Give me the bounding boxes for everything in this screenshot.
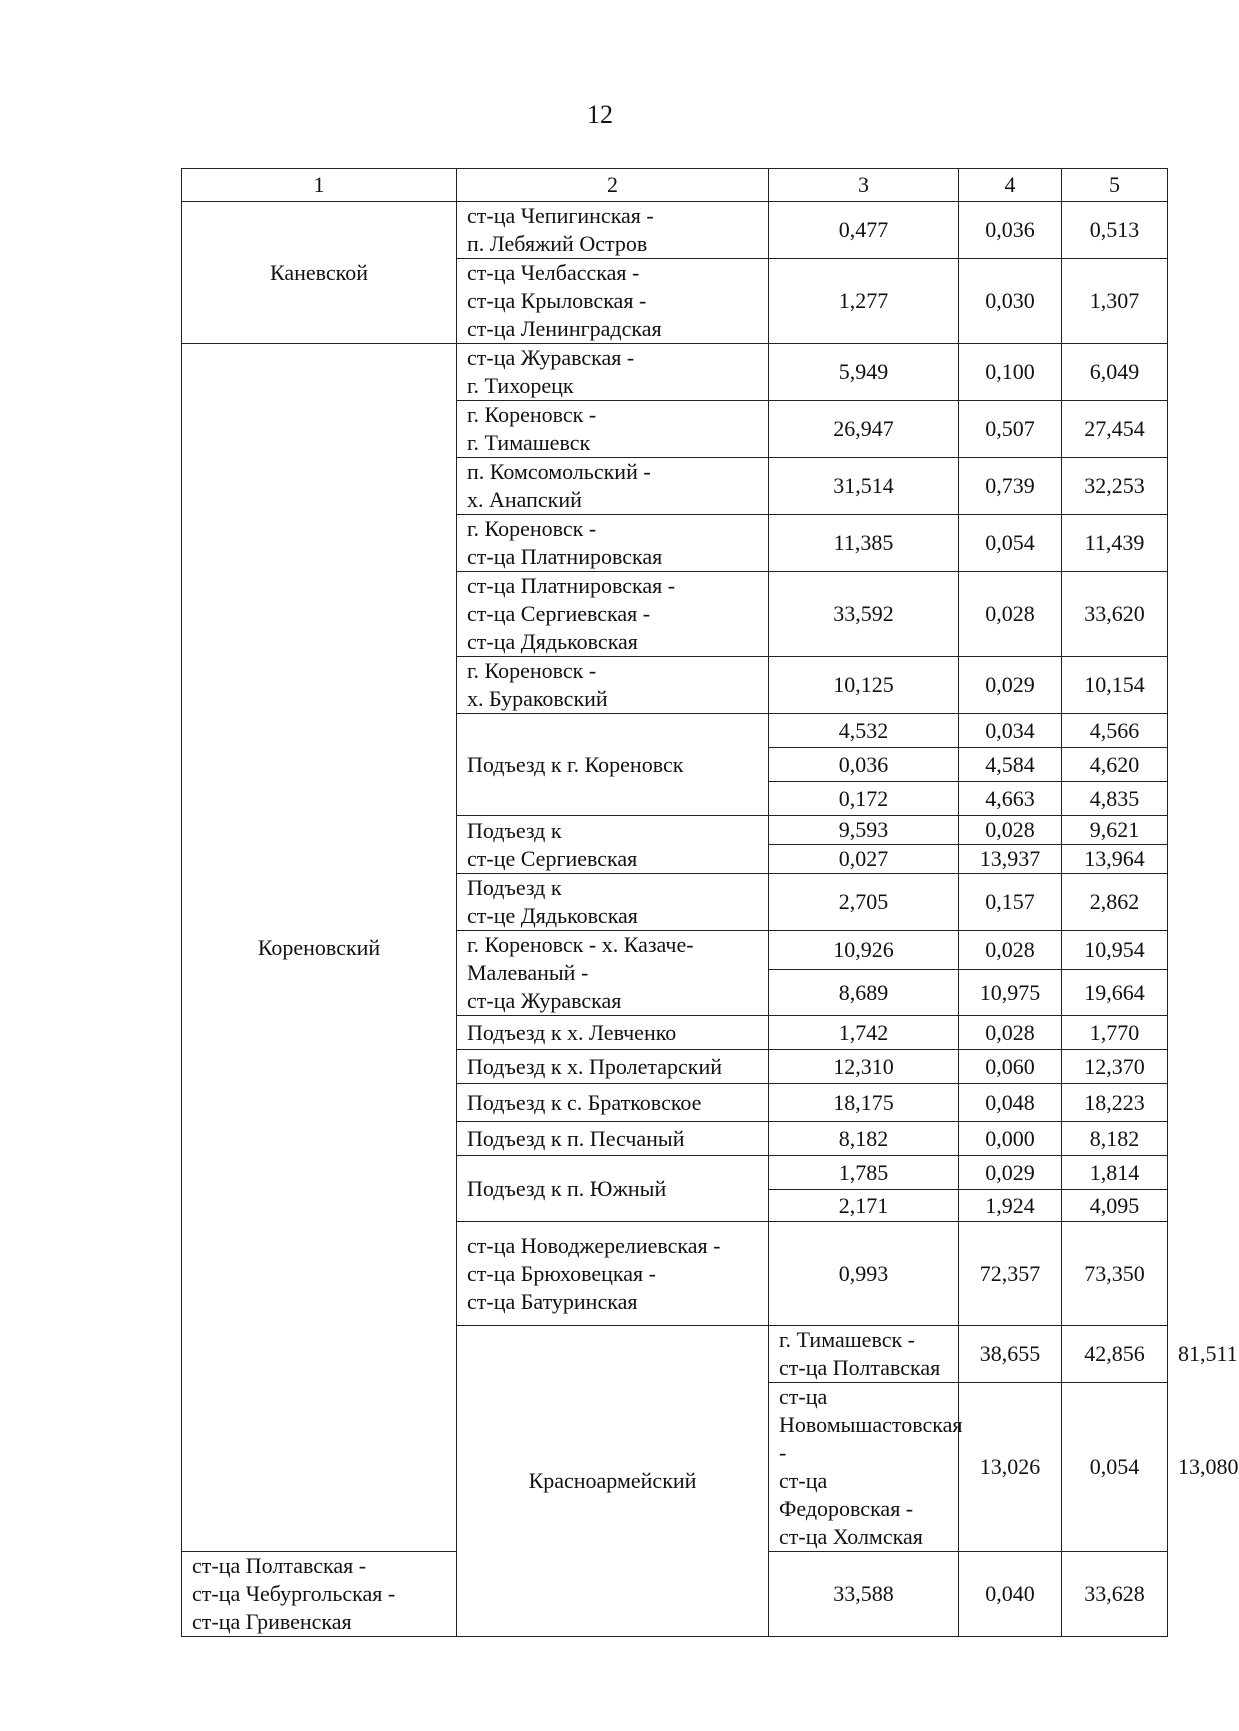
length-value-col3: 26,947	[769, 401, 959, 458]
length-value-col4: 0,054	[959, 515, 1062, 572]
district-cell: Красноармейский	[457, 1326, 769, 1637]
length-value-col4: 10,975	[959, 970, 1062, 1016]
length-value-col4: 0,036	[959, 202, 1062, 259]
length-value-col4: 0,029	[959, 1156, 1062, 1190]
length-value-col4: 0,100	[959, 344, 1062, 401]
road-section-cell: Подъезд к ст-це Дядьковская	[457, 874, 769, 931]
length-value-col3: 2,705	[769, 874, 959, 931]
length-value-col3: 0,993	[769, 1222, 959, 1326]
length-value-col3: 4,532	[769, 714, 959, 748]
length-value-col5: 4,566	[1062, 714, 1168, 748]
road-section-cell: г. Кореновск - х. Бураковский	[457, 657, 769, 714]
length-value-col4: 0,028	[959, 572, 1062, 657]
length-value-col4: 0,054	[1062, 1383, 1168, 1552]
road-section-cell: ст-ца Новоджерелиевская - ст-ца Брюховецкая - ст-ца Батуринская	[457, 1222, 769, 1326]
length-value-col4: 0,030	[959, 259, 1062, 344]
length-value-col4: 0,000	[959, 1122, 1062, 1156]
length-value-col5: 33,628	[1062, 1552, 1168, 1637]
length-value-col4: 0,040	[959, 1552, 1062, 1637]
length-value-col4: 0,060	[959, 1050, 1062, 1084]
road-section-cell: ст-ца Журавская - г. Тихорецк	[457, 344, 769, 401]
length-value-col5: 18,223	[1062, 1084, 1168, 1122]
length-value-col5: 1,770	[1062, 1016, 1168, 1050]
length-value-col5: 4,835	[1062, 782, 1168, 816]
length-value-col3: 31,514	[769, 458, 959, 515]
length-value-col5: 11,439	[1062, 515, 1168, 572]
length-value-col4: 0,028	[959, 1016, 1062, 1050]
length-value-col3: 11,385	[769, 515, 959, 572]
length-value-col5: 0,513	[1062, 202, 1168, 259]
length-value-col4: 13,937	[959, 845, 1062, 874]
road-section-cell: Подъезд к х. Пролетарский	[457, 1050, 769, 1084]
length-value-col5: 73,350	[1062, 1222, 1168, 1326]
length-value-col5: 4,095	[1062, 1190, 1168, 1222]
length-value-col3: 10,125	[769, 657, 959, 714]
road-section-cell: ст-ца Челбасская - ст-ца Крыловская - ст-ца Ленинградская	[457, 259, 769, 344]
table-row	[182, 202, 1168, 259]
length-value-col4: 0,029	[959, 657, 1062, 714]
length-value-col3: 1,785	[769, 1156, 959, 1190]
length-value-col3: 5,949	[769, 344, 959, 401]
length-value-col5: 9,621	[1062, 816, 1168, 845]
district-cell: Кореновский	[182, 344, 457, 1552]
length-value-col4: 0,157	[959, 874, 1062, 931]
length-value-col5: 4,620	[1062, 748, 1168, 782]
road-section-cell: Подъезд к с. Братковское	[457, 1084, 769, 1122]
length-value-col4: 4,584	[959, 748, 1062, 782]
district-cell: Каневской	[182, 202, 457, 344]
length-value-col3: 2,171	[769, 1190, 959, 1222]
length-value-col3: 12,310	[769, 1050, 959, 1084]
length-value-col4: 0,739	[959, 458, 1062, 515]
length-value-col5: 6,049	[1062, 344, 1168, 401]
length-value-col4: 1,924	[959, 1190, 1062, 1222]
road-section-cell: г. Кореновск - г. Тимашевск	[457, 401, 769, 458]
length-value-col4: 4,663	[959, 782, 1062, 816]
road-section-cell: ст-ца Чепигинская - п. Лебяжий Остров	[457, 202, 769, 259]
length-value-col4: 42,856	[1062, 1326, 1168, 1383]
length-value-col3: 8,689	[769, 970, 959, 1016]
length-value-col3: 1,277	[769, 259, 959, 344]
column-header: 2	[457, 169, 769, 202]
length-value-col3: 9,593	[769, 816, 959, 845]
length-value-col5: 12,370	[1062, 1050, 1168, 1084]
table-row: Красноармейский г. Тимашевск - ст-ца Полтавская 38,655 42,856 81,511	[182, 1326, 1168, 1383]
length-value-col3: 0,172	[769, 782, 959, 816]
length-value-col3: 1,742	[769, 1016, 959, 1050]
length-value-col5: 1,307	[1062, 259, 1168, 344]
length-value-col5: 10,954	[1062, 931, 1168, 970]
road-section-cell: ст-ца Новомышастовская - ст-ца Федоровская - ст-ца Холмская	[769, 1383, 959, 1552]
length-value-col4: 0,048	[959, 1084, 1062, 1122]
column-header: 3	[769, 169, 959, 202]
length-value-col5: 19,664	[1062, 970, 1168, 1016]
length-value-col5: 13,964	[1062, 845, 1168, 874]
length-value-col5: 2,862	[1062, 874, 1168, 931]
length-value-col3: 10,926	[769, 931, 959, 970]
length-value-col4: 72,357	[959, 1222, 1062, 1326]
road-section-cell: г. Тимашевск - ст-ца Полтавская	[769, 1326, 959, 1383]
column-header: 4	[959, 169, 1062, 202]
road-sections-table	[181, 168, 1239, 1637]
road-section-cell: п. Комсомольский - х. Анапский	[457, 458, 769, 515]
length-value-col3: 38,655	[959, 1326, 1062, 1383]
road-section-cell: ст-ца Платнировская - ст-ца Сергиевская - ст-ца Дядьковская	[457, 572, 769, 657]
length-value-col3: 0,036	[769, 748, 959, 782]
length-value-col3: 8,182	[769, 1122, 959, 1156]
length-value-col4: 0,028	[959, 931, 1062, 970]
road-section-cell: Подъезд к п. Южный	[457, 1156, 769, 1222]
road-section-cell: г. Кореновск - х. Казаче- Малеваный - ст-ца Журавская	[457, 931, 769, 1016]
table-row	[182, 344, 1168, 401]
length-value-col3: 0,477	[769, 202, 959, 259]
length-value-col4: 0,507	[959, 401, 1062, 458]
length-value-col3: 18,175	[769, 1084, 959, 1122]
length-value-col5: 10,154	[1062, 657, 1168, 714]
road-section-cell: г. Кореновск - ст-ца Платнировская	[457, 515, 769, 572]
road-section-cell: Подъезд к х. Левченко	[457, 1016, 769, 1050]
column-header: 1	[182, 169, 457, 202]
length-value-col5: 32,253	[1062, 458, 1168, 515]
table-row: ст-ца Новомышастовская - ст-ца Федоровская - ст-ца Холмская 13,026 0,054 13,080	[182, 1383, 1168, 1552]
length-value-col4: 0,034	[959, 714, 1062, 748]
road-section-cell: ст-ца Полтавская - ст-ца Чебургольская - ст-ца Гривенская	[182, 1552, 457, 1637]
page-number: 12	[587, 100, 613, 129]
length-value-col5: 8,182	[1062, 1122, 1168, 1156]
column-header: 5	[1062, 169, 1168, 202]
road-section-cell: Подъезд к г. Кореновск	[457, 714, 769, 816]
length-value-col5: 27,454	[1062, 401, 1168, 458]
length-value-col5: 33,620	[1062, 572, 1168, 657]
road-section-cell: Подъезд к п. Песчаный	[457, 1122, 769, 1156]
length-value-col3: 0,027	[769, 845, 959, 874]
length-value-col3: 13,026	[959, 1383, 1062, 1552]
length-value-col3: 33,588	[769, 1552, 959, 1637]
length-value-col5: 1,814	[1062, 1156, 1168, 1190]
length-value-col3: 33,592	[769, 572, 959, 657]
header-row	[182, 169, 1168, 202]
length-value-col4: 0,028	[959, 816, 1062, 845]
road-section-cell: Подъезд к ст-це Сергиевская	[457, 816, 769, 874]
